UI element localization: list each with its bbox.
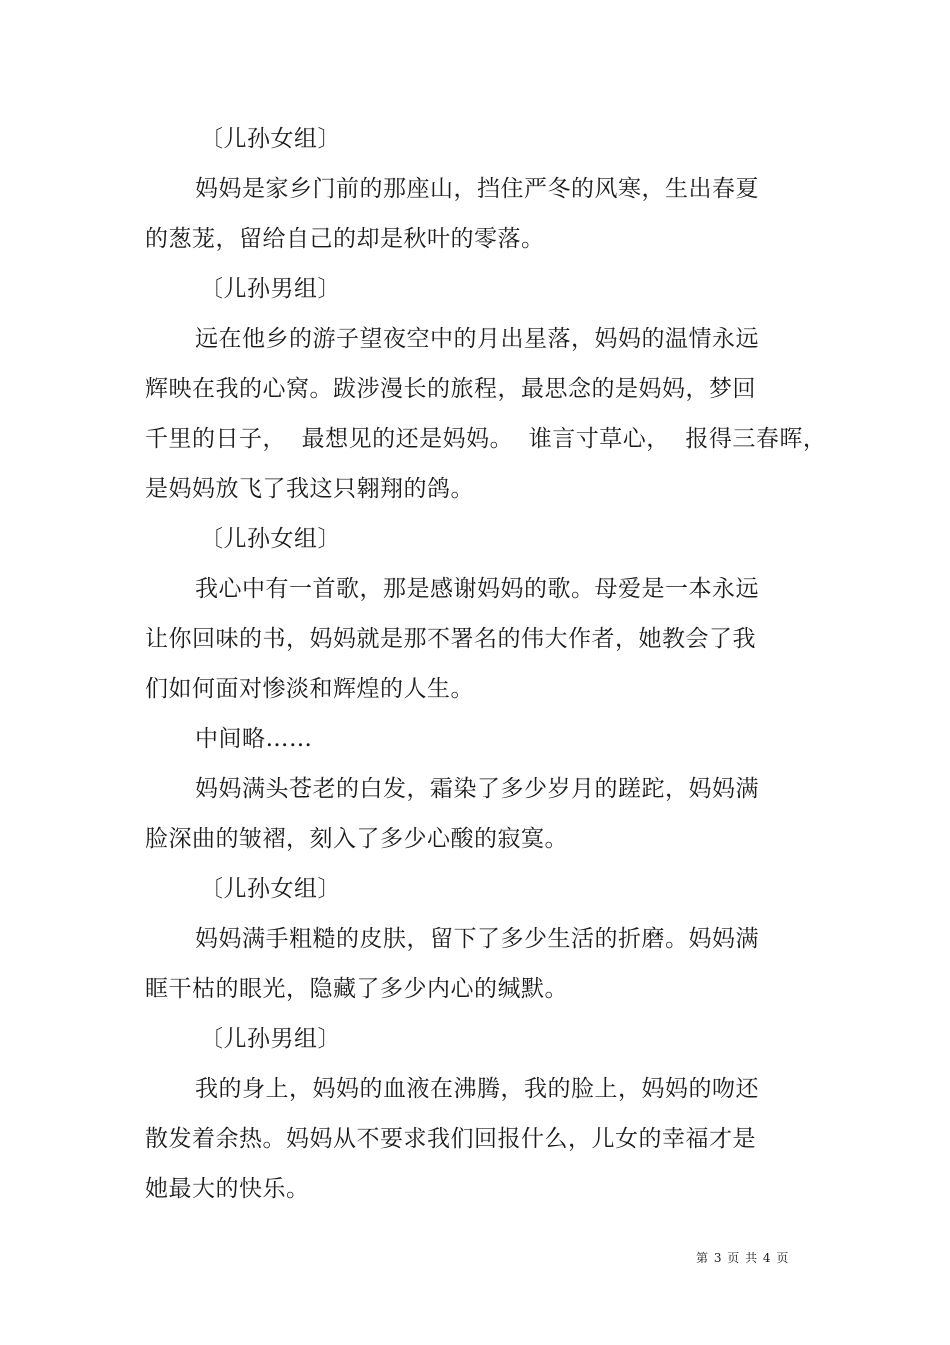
paragraph-line: 是妈妈放飞了我这只翱翔的鸽。 bbox=[145, 476, 474, 502]
paragraph-line: 她最大的快乐。 bbox=[145, 1176, 310, 1202]
paragraph-line: 我心中有一首歌，那是感谢妈妈的歌。母爱是一本永远 bbox=[195, 576, 759, 602]
paragraph-line: 妈妈满头苍老的白发，霜染了多少岁月的蹉跎，妈妈满 bbox=[195, 776, 759, 802]
paragraph-line: 脸深曲的皱褶，刻入了多少心酸的寂寞。 bbox=[145, 826, 568, 852]
paragraph-line: 让你回味的书，妈妈就是那不署名的伟大作者，她教会了我 bbox=[145, 626, 756, 652]
paragraph-line: 千里的日子， 最想见的还是妈妈。 谁言寸草心， 报得三春晖， bbox=[145, 426, 827, 452]
paragraph-line: 远在他乡的游子望夜空中的月出星落，妈妈的温情永远 bbox=[195, 326, 759, 352]
paragraph-line: 我的身上，妈妈的血液在沸腾，我的脸上，妈妈的吻还 bbox=[195, 1076, 759, 1102]
paragraph-line: 散发着余热。妈妈从不要求我们回报什么，儿女的幸福才是 bbox=[145, 1126, 756, 1152]
paragraph-line: 妈妈满手粗糙的皮肤，留下了多少生活的折磨。妈妈满 bbox=[195, 926, 759, 952]
paragraph-line: 眶干枯的眼光，隐藏了多少内心的缄默。 bbox=[145, 976, 568, 1002]
paragraph-line: 的葱茏，留给自己的却是秋叶的零落。 bbox=[145, 226, 545, 252]
paragraph-line: 中间略…… bbox=[195, 726, 313, 752]
speaker-label: 〔儿孙女组〕 bbox=[200, 526, 341, 552]
speaker-label: 〔儿孙男组〕 bbox=[200, 276, 341, 302]
speaker-label: 〔儿孙男组〕 bbox=[200, 1026, 341, 1052]
page-number-footer: 第 3 页 共 4 页 bbox=[696, 1251, 790, 1265]
speaker-label: 〔儿孙女组〕 bbox=[200, 876, 341, 902]
paragraph-line: 们如何面对惨淡和辉煌的人生。 bbox=[145, 676, 474, 702]
paragraph-line: 辉映在我的心窝。跋涉漫长的旅程，最思念的是妈妈，梦回 bbox=[145, 376, 756, 402]
paragraph-line: 妈妈是家乡门前的那座山，挡住严冬的风寒，生出春夏 bbox=[195, 176, 759, 202]
speaker-label: 〔儿孙女组〕 bbox=[200, 126, 341, 152]
